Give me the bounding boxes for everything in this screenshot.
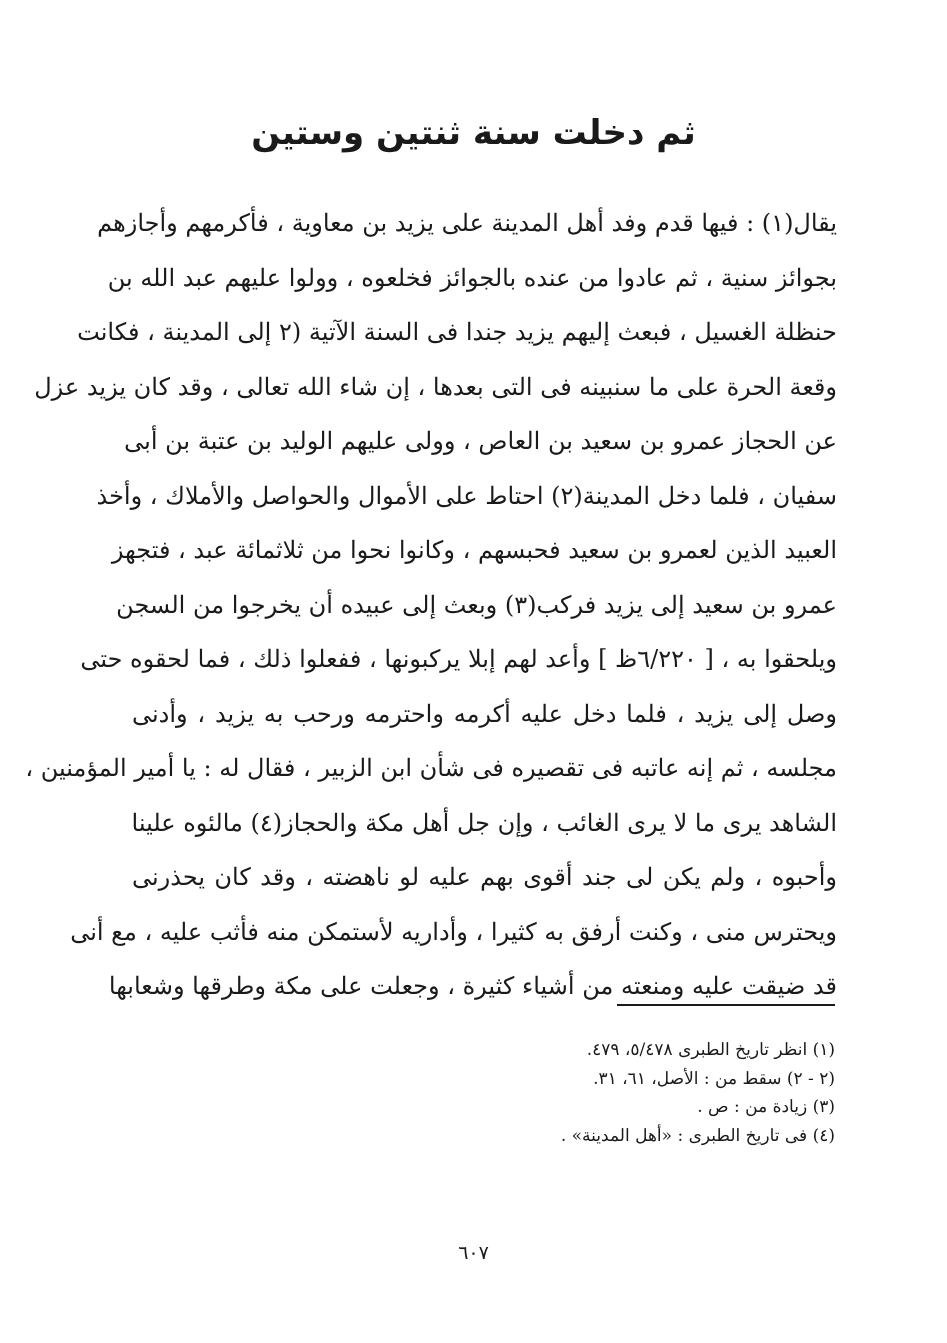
text-line: قد ضيقت عليه ومنعته من أشياء كثيرة ، وجعلت على مكة وطرقها وشعابها [108,972,837,1000]
text-line: وأحبوه ، ولم يكن لى جند أقوى بهم عليه لو ناهضته ، وقد كان يحذرنى [132,863,837,891]
text-line: وصل إلى يزيد ، فلما دخل عليه أكرمه واحترمه ورحب به يزيد ، وأدنى [132,699,837,728]
text-line: بجوائز سنية ، ثم عادوا من عنده بالجوائز فخلعوه ، وولوا عليهم عبد الله بن [107,263,837,292]
text-line: ويحترس منى ، وكنت أرفق به كثيرا ، وأداريه لأستمكن منه فأثب عليه ، مع أنى [70,917,837,946]
text-line: عن الحجاز عمرو بن سعيد بن العاص ، وولى عليهم الوليد بن عتبة بن أبى [124,427,837,455]
text-line: حنظلة الغسيل ، فبعث إليهم يزيد جندا فى السنة الآتية (٢ إلى المدينة ، فكانت [77,318,837,346]
footnote-divider [617,1004,835,1006]
footnotes [235,1036,835,1150]
text-line: العبيد الذين لعمرو بن سعيد فحبسهم ، وكانوا نحوا من ثلاثمائة عبد ، فتجهز [111,536,837,564]
text-line: وقعة الحرة على ما سنبينه فى التى بعدها ، إن شاء الله تعالى ، وقد كان يزيد عزل [34,372,837,401]
text-line: ويلحقوا به ، [ ٦/٢٢٠ظ ] وأعد لهم إبلا يركبونها ، ففعلوا ذلك ، فما لحقوه حتى [80,645,837,673]
text-line: مجلسه ، ثم إنه عاتبه فى تقصيره فى شأن ابن الزبير ، فقال له : يا أمير المؤمنين ، [25,754,837,782]
text-line: عمرو بن سعيد إلى يزيد فركب(٣) وبعث إلى عبيده أن يخرجوا من السجن [116,590,837,619]
footnote: (١) انظر تاريخ الطبرى ٥/٤٧٨، ٤٧٩. [586,1040,835,1060]
text-line: سفيان ، فلما دخل المدينة(٢) احتاط على الأموال والحواصل والأملاك ، وأخذ [96,481,837,510]
footnote: (٤) فى تاريخ الطبرى : «أهل المدينة» . [560,1125,835,1146]
chapter-title: ثم دخلت سنة ثنتين وستين [251,113,696,153]
text-line: الشاهد يرى ما لا يرى الغائب ، وإن جل أهل مكة والحجاز(٤) مالئوه علينا [131,808,837,837]
main-text [25,196,837,1014]
text-line: يقال(١) : فيها قدم وفد أهل المدينة على يزيد بن معاوية ، فأكرمهم وأجازهم [97,209,837,237]
footnote: (٢ - ٢) سقط من : الأصل، ٦١، ٣١. [593,1068,835,1089]
page-number: ٦٠٧ [458,1242,489,1264]
footnote: (٣) زيادة من : ص . [697,1097,835,1117]
